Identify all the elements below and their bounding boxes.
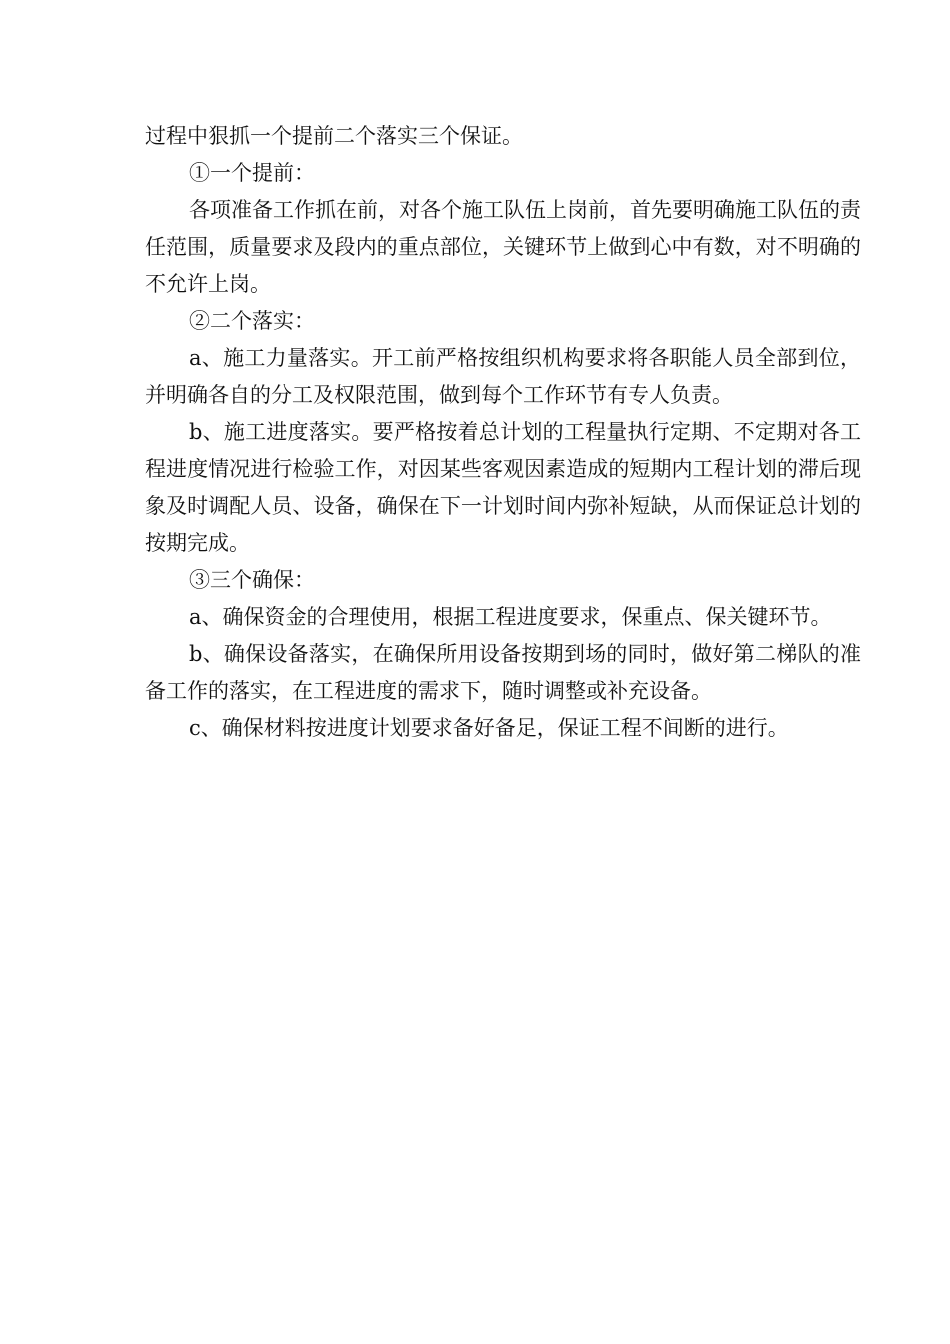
paragraph-construction-progress: b、施工进度落实。要严格按着总计划的工程量执行定期、不定期对各工程进度情况进行检验工作，对因某些客观因素造成的短期内工程计划的滞后现象及时调配人员、设备，确保在下一计划时间内弥补短缺，从而保证总计划的按期完成。: [145, 420, 861, 555]
paragraph-intro: 过程中狠抓一个提前二个落实三个保证。: [145, 124, 523, 148]
paragraph-materials-guarantee: c、确保材料按进度计划要求备好备足，保证工程不间断的进行。: [189, 716, 789, 740]
paragraph-equipment-guarantee: b、确保设备落实，在确保所用设备按期到场的同时，做好第二梯队的准备工作的落实，在工程进度的需求下，随时调整或补充设备。: [145, 642, 861, 703]
body-text: [145, 118, 861, 747]
heading-three-guarantees: ③三个确保：: [189, 568, 315, 592]
heading-two-implementations: ②二个落实：: [189, 309, 315, 333]
paragraph-funds-guarantee: a、确保资金的合理使用，根据工程进度要求，保重点、保关键环节。: [189, 605, 832, 629]
paragraph-construction-force: a、施工力量落实。开工前严格按组织机构要求将各职能人员全部到位，并明确各自的分工及权限范围，做到每个工作环节有专人负责。: [145, 346, 861, 407]
paragraph-advance-detail: 各项准备工作抓在前，对各个施工队伍上岗前，首先要明确施工队伍的责任范围，质量要求及段内的重点部位，关键环节上做到心中有数，对不明确的不允许上岗。: [145, 198, 861, 296]
heading-one-advance: ①一个提前：: [189, 161, 315, 185]
